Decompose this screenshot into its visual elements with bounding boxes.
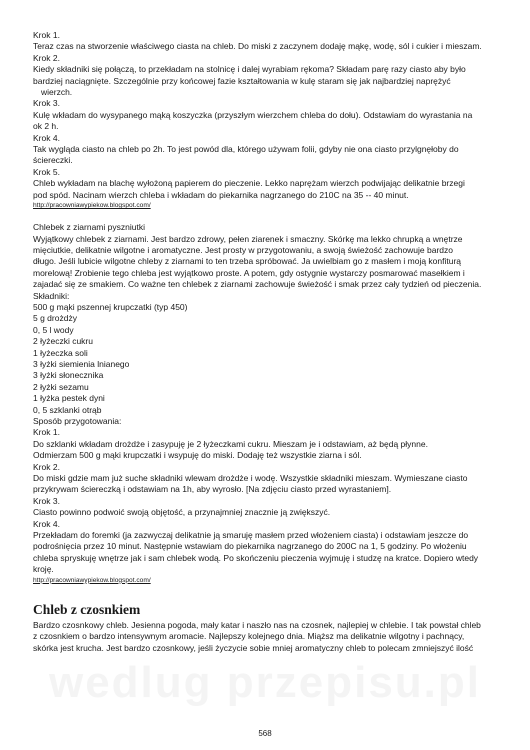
text-line: mięciutkie, delikatnie wilgotne i aromatyczne. Jest prosty w przygotowaniu, a swoją świeżość zachowuje bardzo (33, 244, 453, 255)
text-line: Krok 4. (33, 518, 60, 529)
text-line: Składniki: (33, 290, 70, 301)
text-line: Odmierzam 500 g mąki krupczatki i wsypuję do miski. Dodaję też wszystkie ziarna i sól. (33, 450, 362, 461)
text-line: morelową! Zrobienie tego chleba jest wyjątkowo proste. A potem, gdy ostygnie wystarczy posmarować masełkiem i (33, 267, 465, 278)
text-line: 0, 5 szklanki otrąb (33, 404, 102, 415)
text-line: Krok 2. (33, 52, 60, 63)
text-line: długo. Jeśli lubicie wilgotne chleby z ziarnami to ten trzeba spróbować. Ja uwielbiam go z masłem i moją konfiturą (33, 256, 462, 267)
text-line: podrośnięcia przez 10 minut. Następnie wstawiam do piekarnika nagrzanego do 200C na 1, 5 godziny. Po włożeniu (33, 541, 467, 552)
text-line: Tak wygląda ciasto na chleb po 2h. To jest powód dla, którego używam folii, gdyby nie ona ciasto przylgnęłoby do (33, 144, 459, 155)
text-line: Krok 3. (33, 98, 60, 109)
text-line: Sposób przygotowania: (33, 416, 122, 426)
section-garlic-bread (33, 601, 505, 654)
text-line: przykrywam ściereczką i odstawiam na 1h, aby wyrosło. [Na zdjęciu ciasto przed wyrastaniem]. (33, 484, 392, 495)
text-line: Krok 5. (33, 166, 60, 177)
text-line: ściereczki. (33, 155, 73, 166)
text-line: wierzch. (41, 87, 73, 98)
watermark: wedlug przepisu.pl (48, 658, 482, 707)
text-line: 3 łyżki słonecznika (33, 370, 104, 381)
text-line: 0, 5 l wody (33, 324, 74, 335)
text-line: Kulę wkładam do wysypanego mąką koszyczka (przyszłym wierzchem chleba do dołu). Odstawiam do wyrastania na (33, 109, 473, 120)
text-line: chleba spryskuję wnętrze jak i sam chlebek wodą. Po skończeniu pieczenia wyjmuję i studzę na kratce. Dopiero wtedy (33, 552, 479, 563)
text-line: 3 łyżki siemienia lnianego (33, 358, 130, 369)
text-line: 1 łyżeczka soli (33, 347, 88, 358)
section-bread-steps (33, 30, 505, 210)
text-line: Krok 3. (33, 495, 60, 506)
text-line: 1 łyżka pestek dyni (33, 393, 105, 404)
text-line: Teraz czas na stworzenie właściwego ciasta na chleb. Do miski z zaczynem dodaję mąkę, wodę, sól i cukier i mieszam. (33, 41, 482, 52)
section-heading: Chleb z czosnkiem (33, 601, 141, 617)
page-content (33, 30, 505, 654)
text-line: Krok 1. (33, 30, 60, 40)
text-line: Bardzo czosnkowy chleb. Jesienna pogoda, mały katar i naszło nas na czosnek, najlepiej w chlebie. I tak powstał chleb (33, 619, 481, 630)
text-line: Ciasto powinno podwoić swoją objętość, a przynajmniej znacznie ją zwiększyć. (33, 507, 331, 518)
text-line: Do miski gdzie mam już suche składniki wlewam drożdże i wodę. Wszystkie składniki mieszam. Wymieszane ciasto (33, 473, 468, 484)
text-line: Chleb wykładam na blachę wyłożoną papierem do pieczenie. Lekko naprężam wierzch podwijając delikatnie brzegi (33, 178, 465, 189)
text-line: Przekładam do foremki (ja zazwyczaj delikatnie ją smaruję masłem przed włożeniem ciasta) i odstawiam jeszcze do (33, 530, 469, 541)
text-line: Wyjątkowy chlebek z ziarnami. Jest bardzo zdrowy, pełen ziarenek i smaczny. Skórkę ma lekko chrupką a wnętrze (33, 233, 463, 244)
text-line: Chlebek z ziarnami pyszniutki (33, 222, 145, 233)
page-number: 568 (258, 729, 272, 738)
recipe-text (33, 620, 505, 654)
text-line: 500 g mąki pszennej krupczatki (typ 450) (33, 301, 188, 312)
text-line: Krok 1. (33, 427, 60, 438)
text-line: 2 łyżki sezamu (33, 381, 89, 392)
text-line: zajadać się ze smakiem. Co ważne ten chlebek z ziarnami zachowuje świeżość i smak przez cały tydzień od pieczenia. (33, 279, 482, 290)
text-line: bardziej naciągnięte. Szczególnie przy końcowej fazie kształtowania w kulę staram się jak najbardziej naprężyć (33, 75, 451, 86)
steps-text (33, 30, 505, 201)
text-line: 2 łyżeczki cukru (33, 336, 93, 347)
source-link[interactable]: http://pracowniawypiekow.blogspot.com/ (33, 576, 151, 584)
text-line: 5 g drożdży (33, 313, 77, 324)
text-line: skórka jest krucha. Jest bardzo czosnkowy, jeśli życzycie sobie mniej aromatyczny chleb to polecam zmniejszyć ilość (33, 642, 474, 653)
section-seed-bread (33, 222, 505, 585)
text-line: ok 2 h. (33, 121, 59, 132)
text-line: Krok 2. (33, 461, 60, 472)
source-link[interactable]: http://pracowniawypiekow.blogspot.com/ (33, 202, 151, 210)
text-line: z czosnkiem o bardzo intensywnym aromacie. Najlepszy kolejnego dnia. Miąższ ma delikatnie wilgotny i pachnący, (33, 631, 465, 642)
text-line: Do szklanki wkładam drożdże i zasypuję je 2 łyżeczkami cukru. Mieszam je i odstawiam, aż będą płynne. (33, 438, 428, 449)
recipe-text (33, 222, 505, 576)
text-line: Kiedy składniki się połączą, to przekładam na stolnicę i dalej wyrabiam rękoma? Składam parę razy ciasto aby było (33, 64, 466, 75)
text-line: Krok 4. (33, 132, 60, 143)
text-line: pod spód. Nacinam wierzch chleba i wkładam do piekarnika nagrzanego do 210C na 35 -- 40 minut. (33, 189, 409, 200)
text-line: kroję. (33, 564, 54, 575)
